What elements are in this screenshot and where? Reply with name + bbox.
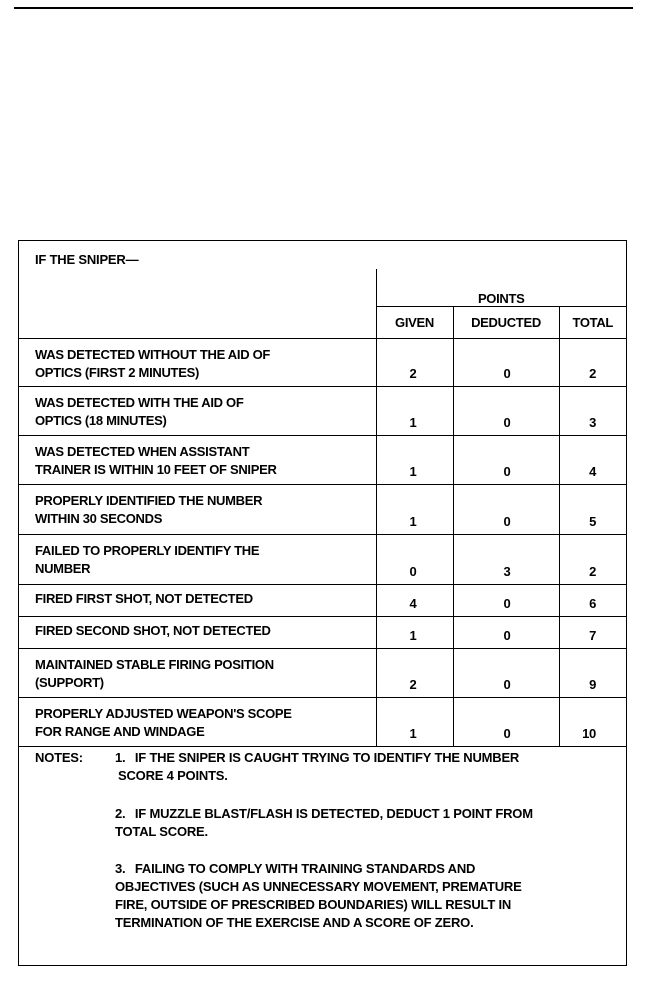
given-value: 4	[409, 596, 417, 611]
deducted-value: 0	[503, 415, 511, 430]
total-value: 6	[589, 596, 596, 611]
total-cell	[559, 617, 626, 649]
given-cell	[376, 649, 453, 698]
row-description-line: OPTICS (18 MINUTES)	[35, 413, 167, 428]
table-row	[19, 535, 626, 585]
given-value: 1	[409, 464, 417, 479]
table-row	[19, 649, 626, 698]
note-line: TOTAL SCORE.	[115, 824, 208, 839]
given-cell	[376, 617, 453, 649]
total-cell	[559, 698, 626, 747]
given-cell	[376, 485, 453, 535]
note-item	[115, 860, 615, 932]
given-cell	[376, 698, 453, 747]
deducted-value: 0	[503, 514, 511, 529]
deducted-cell	[453, 698, 559, 747]
deducted-value: 0	[503, 726, 511, 741]
table-row	[19, 617, 626, 649]
row-description-line: MAINTAINED STABLE FIRING POSITION	[35, 657, 274, 672]
deducted-cell	[453, 535, 559, 585]
given-cell	[376, 585, 453, 617]
row-description	[19, 436, 376, 485]
note-line: IF THE SNIPER IS CAUGHT TRYING TO IDENTIFY THE NUMBER	[134, 750, 520, 765]
note-line: OBJECTIVES (SUCH AS UNNECESSARY MOVEMENT, PREMATURE	[115, 879, 522, 894]
score-table-box	[18, 240, 627, 966]
total-cell	[559, 485, 626, 535]
top-rule	[14, 7, 633, 9]
given-value: 1	[409, 726, 417, 741]
deducted-cell	[453, 485, 559, 535]
note-item	[115, 749, 615, 785]
row-description-line: WAS DETECTED WHEN ASSISTANT	[35, 444, 250, 459]
table-intro: IF THE SNIPER—	[35, 252, 139, 267]
points-header: POINTS	[376, 269, 626, 307]
deducted-cell	[453, 436, 559, 485]
row-description-line: PROPERLY ADJUSTED WEAPON'S SCOPE	[35, 706, 292, 721]
note-number: 3.	[115, 861, 126, 876]
total-cell	[559, 585, 626, 617]
total-cell	[559, 649, 626, 698]
given-value: 1	[409, 514, 417, 529]
total-column-header: TOTAL	[559, 307, 626, 339]
row-description-line: WITHIN 30 SECONDS	[35, 511, 163, 526]
row-description-line: WAS DETECTED WITHOUT THE AID OF	[35, 347, 271, 362]
note-line: FAILING TO COMPLY WITH TRAINING STANDARDS AND	[134, 861, 476, 876]
total-cell	[559, 535, 626, 585]
note-line: IF MUZZLE BLAST/FLASH IS DETECTED, DEDUCT 1 POINT FROM	[134, 806, 533, 821]
total-value: 9	[589, 677, 596, 692]
deducted-value: 3	[503, 564, 511, 579]
note-number: 1.	[115, 750, 126, 765]
row-description	[19, 649, 376, 698]
row-description-line: TRAINER IS WITHIN 10 FEET OF SNIPER	[35, 462, 277, 477]
total-value: 2	[589, 564, 596, 579]
note-line: SCORE 4 POINTS.	[118, 768, 228, 783]
total-cell	[559, 339, 626, 387]
given-cell	[376, 436, 453, 485]
given-value: 2	[409, 677, 417, 692]
row-description	[19, 698, 376, 747]
row-description	[19, 339, 376, 387]
score-table	[19, 269, 626, 747]
row-description-line: FIRED FIRST SHOT, NOT DETECTED	[35, 591, 253, 606]
deducted-cell	[453, 617, 559, 649]
table-row	[19, 585, 626, 617]
given-column-header: GIVEN	[376, 307, 453, 339]
row-description	[19, 485, 376, 535]
deducted-value: 0	[503, 366, 511, 381]
total-value: 5	[589, 514, 596, 529]
deducted-column-header: DEDUCTED	[453, 307, 559, 339]
note-number: 2.	[115, 806, 126, 821]
row-description-line: WAS DETECTED WITH THE AID OF	[35, 395, 244, 410]
total-value: 7	[589, 628, 596, 643]
row-description-line: FAILED TO PROPERLY IDENTIFY THE	[35, 543, 260, 558]
note-line: TERMINATION OF THE EXERCISE AND A SCORE OF ZERO.	[115, 915, 474, 930]
table-row	[19, 698, 626, 747]
deducted-cell	[453, 387, 559, 436]
row-description-line: FIRED SECOND SHOT, NOT DETECTED	[35, 623, 271, 638]
total-cell	[559, 387, 626, 436]
notes-label: NOTES:	[35, 750, 83, 765]
given-cell	[376, 387, 453, 436]
total-cell	[559, 436, 626, 485]
table-blank-header	[19, 269, 376, 307]
row-description	[19, 387, 376, 436]
given-cell	[376, 339, 453, 387]
row-description-line: PROPERLY IDENTIFIED THE NUMBER	[35, 493, 263, 508]
row-description-line: FOR RANGE AND WINDAGE	[35, 724, 205, 739]
row-description-line: NUMBER	[35, 561, 91, 576]
table-row	[19, 339, 626, 387]
deducted-value: 0	[503, 596, 511, 611]
given-value: 0	[409, 564, 417, 579]
table-blank-header-lower	[19, 307, 376, 339]
note-item	[115, 805, 615, 841]
row-description-line: OPTICS (FIRST 2 MINUTES)	[35, 365, 199, 380]
total-value: 2	[589, 366, 596, 381]
deducted-cell	[453, 649, 559, 698]
given-value: 1	[409, 415, 417, 430]
deducted-value: 0	[503, 464, 511, 479]
deducted-value: 0	[503, 628, 511, 643]
total-value: 10	[582, 726, 596, 741]
deducted-cell	[453, 585, 559, 617]
table-column-header-row	[19, 307, 626, 339]
deducted-cell	[453, 339, 559, 387]
note-line: FIRE, OUTSIDE OF PRESCRIBED BOUNDARIES) WILL RESULT IN	[115, 897, 512, 912]
deducted-value: 0	[503, 677, 511, 692]
table-row	[19, 436, 626, 485]
given-value: 1	[409, 628, 417, 643]
given-cell	[376, 535, 453, 585]
table-row	[19, 485, 626, 535]
given-value: 2	[409, 366, 417, 381]
total-value: 3	[589, 415, 596, 430]
row-description	[19, 617, 376, 649]
table-header-group-row	[19, 269, 626, 307]
table-row	[19, 387, 626, 436]
total-value: 4	[589, 464, 596, 479]
row-description-line: (SUPPORT)	[35, 675, 104, 690]
row-description	[19, 585, 376, 617]
row-description	[19, 535, 376, 585]
